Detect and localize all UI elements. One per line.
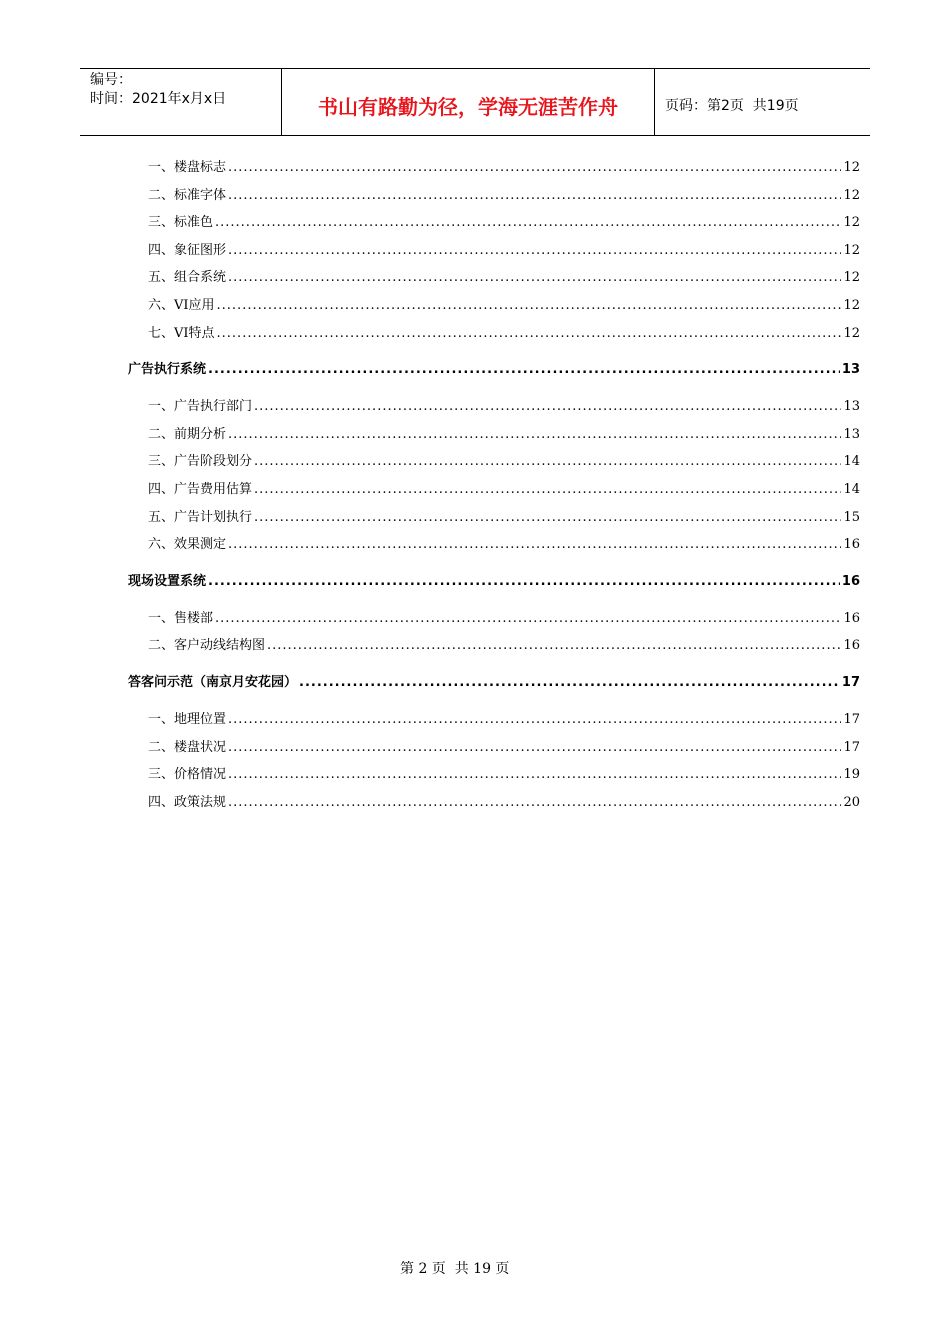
toc-entry-label: 一、地理位置 [148, 712, 227, 727]
toc-entry-page: 17 [843, 712, 860, 727]
toc-entry-label: 四、象征图形 [148, 242, 227, 258]
toc-entry-label: 现场设置系统 [128, 573, 207, 589]
toc-entry-label: 三、价格情况 [148, 767, 227, 783]
page-header [80, 68, 870, 136]
toc-entry[interactable] [148, 426, 860, 444]
toc-leader-dots [208, 573, 840, 591]
toc-entry-label: 二、客户动线结构图 [148, 638, 266, 654]
toc-entry-label: 五、组合系统 [148, 270, 227, 286]
toc-entry-page: 12 [843, 298, 860, 313]
toc-entry-page: 17 [843, 739, 860, 755]
toc-entry[interactable] [148, 325, 860, 343]
toc-leader-dots [228, 794, 841, 812]
toc-entry-label: 一、楼盘标志 [148, 160, 227, 175]
toc-entry-page: 13 [843, 399, 860, 415]
toc-leader-dots [228, 187, 841, 205]
toc-entry-page: 12 [843, 270, 860, 286]
toc-entry-label: 四、广告费用估算 [148, 482, 253, 497]
toc-entry[interactable] [148, 509, 860, 527]
toc-entry[interactable] [148, 398, 860, 416]
toc-entry-page: 13 [841, 362, 860, 378]
toc-entry-label: 三、广告阶段划分 [148, 454, 253, 470]
toc-entry[interactable] [148, 711, 860, 729]
toc-leader-dots [215, 610, 841, 628]
header-page-info [655, 69, 870, 135]
footer-page-number: 第 2 页 共 19 页 [400, 1261, 510, 1277]
toc-leader-dots [228, 159, 841, 177]
toc-leader-dots [228, 739, 841, 757]
toc-entry-label: 广告执行系统 [128, 362, 207, 378]
toc-entry-page: 19 [843, 767, 860, 783]
toc-leader-dots [228, 536, 841, 554]
toc-leader-dots [215, 214, 841, 232]
toc-entry-label: 三、标准色 [148, 215, 214, 231]
toc-entry[interactable] [148, 536, 860, 554]
toc-entry-page: 12 [843, 215, 860, 231]
toc-leader-dots [217, 297, 842, 315]
toc-entry-page: 14 [843, 454, 860, 470]
toc-entry-label: 五、广告计划执行 [148, 509, 253, 525]
toc-entry-page: 20 [843, 794, 860, 810]
toc-leader-dots [254, 509, 841, 527]
toc-entry-page: 16 [843, 610, 860, 626]
toc-entry[interactable] [148, 159, 860, 177]
toc-entry-label: 六、VI应用 [148, 298, 215, 313]
page-info-text: 页码：第2页 共19页 [665, 98, 799, 114]
toc-leader-dots [254, 481, 841, 499]
time-label: 时间：2021年x月x日 [90, 91, 227, 107]
toc-leader-dots [254, 453, 841, 471]
toc-leader-dots [254, 398, 841, 416]
toc-section-entry[interactable] [128, 573, 860, 591]
page-footer [0, 1258, 950, 1278]
toc-section-entry[interactable] [128, 674, 860, 692]
toc-entry-label: 六、效果测定 [148, 537, 227, 553]
toc-leader-dots [228, 269, 841, 287]
toc-entry[interactable] [148, 637, 860, 655]
toc-entry-page: 13 [843, 426, 860, 442]
header-meta [80, 69, 282, 135]
toc-entry[interactable] [148, 214, 860, 232]
toc-entry-label: 答客问示范（南京月安花园） [128, 675, 298, 690]
toc-entry[interactable] [148, 297, 860, 315]
toc-entry-page: 15 [843, 509, 860, 525]
toc-entry[interactable] [148, 610, 860, 628]
toc-entry[interactable] [148, 739, 860, 757]
toc-entry-page: 12 [843, 160, 860, 175]
toc-entry-page: 14 [843, 482, 860, 497]
toc-entry[interactable] [148, 794, 860, 812]
toc-entry-page: 12 [843, 187, 860, 203]
toc-entry-label: 二、楼盘状况 [148, 739, 227, 755]
toc-leader-dots [299, 674, 840, 692]
toc-entry-page: 12 [843, 325, 860, 341]
toc-entry-label: 二、标准字体 [148, 187, 227, 203]
toc-leader-dots [228, 766, 841, 784]
toc-entry[interactable] [148, 481, 860, 499]
toc-entry[interactable] [148, 187, 860, 205]
toc-leader-dots [228, 242, 841, 260]
motto-text: 书山有路勤为径，学海无涯苦作舟 [318, 94, 618, 119]
toc-entry[interactable] [148, 453, 860, 471]
number-label: 编号： [90, 72, 132, 88]
toc-entry[interactable] [148, 766, 860, 784]
toc-entry-label: 七、VI特点 [148, 325, 215, 341]
header-motto [282, 69, 655, 135]
toc-entry-page: 17 [841, 675, 860, 690]
toc-entry-page: 16 [843, 537, 860, 553]
toc-leader-dots [228, 711, 841, 729]
toc-entry-page: 16 [843, 638, 860, 654]
toc-entry[interactable] [148, 242, 860, 260]
toc-entry-label: 一、售楼部 [148, 610, 214, 626]
toc-leader-dots [217, 325, 842, 343]
toc-entry[interactable] [148, 269, 860, 287]
toc-entry-label: 四、政策法规 [148, 794, 227, 810]
toc-entry-page: 16 [841, 573, 860, 589]
toc-leader-dots [208, 361, 840, 379]
toc-entry-page: 12 [843, 242, 860, 258]
toc-section-entry[interactable] [128, 361, 860, 379]
toc-leader-dots [228, 426, 841, 444]
toc-entry-label: 二、前期分析 [148, 426, 227, 442]
toc-leader-dots [267, 637, 841, 655]
toc-entry-label: 一、广告执行部门 [148, 399, 253, 415]
